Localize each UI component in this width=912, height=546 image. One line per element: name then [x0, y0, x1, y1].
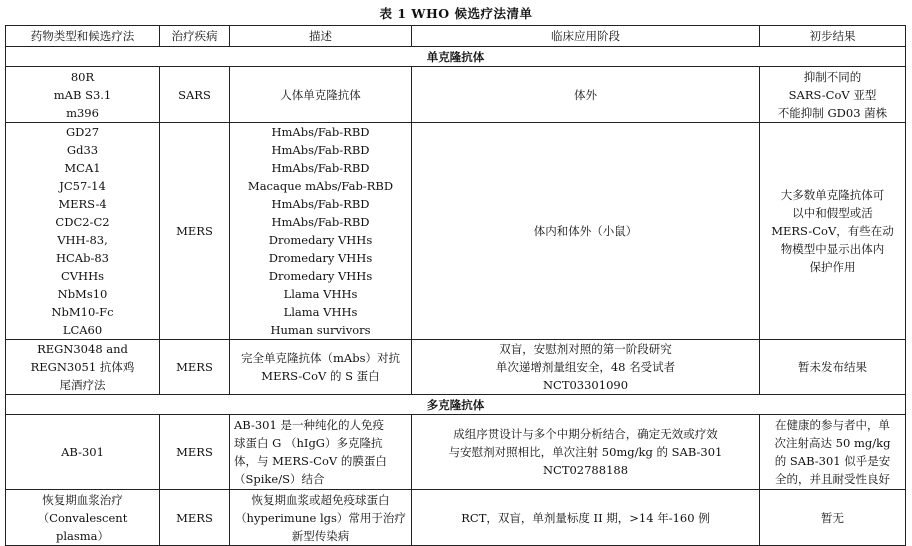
description-line: 新型传染病 — [291, 528, 350, 543]
header-description: 描述 — [230, 26, 412, 47]
stage-cell — [412, 415, 760, 490]
stage-line: 双盲，安慰剂对照的第一阶段研究 — [499, 342, 672, 356]
drug-name: 尾酒疗法 — [59, 378, 106, 392]
description-line: HmAbs/Fab-RBD — [271, 125, 370, 139]
result-line: 次注射高达 50 mg/kg — [774, 436, 891, 450]
description-line: AB-301 是一种纯化的人免疫 — [234, 418, 384, 432]
drug-name: REGN3051 抗体鸡 — [30, 360, 135, 374]
stage-cell — [412, 340, 760, 395]
description-line: MERS-CoV 的 S 蛋白 — [261, 369, 380, 383]
description-line: （Spike/S）结合 — [234, 472, 325, 486]
drug-name: m396 — [66, 105, 99, 120]
header-result: 初步结果 — [760, 26, 906, 47]
result-line: MERS-CoV，有些在动 — [771, 224, 894, 238]
disease-cell: MERS — [160, 490, 230, 546]
drug-name: 恢复期血浆治疗 — [42, 492, 123, 507]
drug-name: HCAb-83 — [55, 251, 109, 265]
table-row — [6, 67, 906, 123]
drug-name: CDC2-C2 — [55, 215, 110, 229]
drug-cell — [6, 340, 160, 395]
result-line: 大多数单克隆抗体可 — [780, 188, 885, 202]
result-line: 的 SAB-301 似乎是安 — [774, 454, 891, 468]
description-cell: 人体单克隆抗体 — [230, 67, 412, 123]
section-row — [6, 47, 906, 67]
header-row — [6, 26, 906, 47]
drug-name: 80R — [70, 69, 95, 84]
stage-cell: RCT，双盲，单剂量标度 II 期，>14 年-160 例 — [412, 490, 760, 546]
drug-name: NbMs10 — [57, 287, 108, 301]
drug-name: Gd33 — [66, 143, 99, 157]
section-polyclonal: 多克隆抗体 — [6, 395, 906, 415]
description-line: HmAbs/Fab-RBD — [271, 215, 370, 229]
stage-line: NCT02788188 — [542, 463, 629, 477]
drug-name: MCA1 — [64, 161, 101, 175]
result-line: 在健康的参与者中，单 — [775, 418, 890, 432]
drug-cell: AB-301 — [6, 415, 160, 490]
stage-line: 成组序贯设计与多个中期分析结合，确定无效或疗效 — [453, 427, 718, 441]
result-line: 不能抑制 GD03 菌株 — [777, 105, 888, 120]
drug-cell — [6, 490, 160, 546]
table-row — [6, 123, 906, 340]
description-cell — [230, 123, 412, 340]
table-row — [6, 340, 906, 395]
description-cell — [230, 340, 412, 395]
description-line: Dromedary VHHs — [268, 251, 373, 265]
description-line: 体，与 MERS-CoV 的膜蛋白 — [234, 454, 387, 468]
result-cell — [760, 67, 906, 123]
header-drug: 药物类型和候选疗法 — [6, 26, 160, 47]
result-line: 保护作用 — [809, 260, 856, 274]
disease-cell: MERS — [160, 415, 230, 490]
drug-name: JC57-14 — [59, 179, 106, 193]
table-row — [6, 490, 906, 546]
drug-name: CVHHs — [60, 269, 105, 283]
result-cell: 暂无 — [760, 490, 906, 546]
disease-cell: MERS — [160, 123, 230, 340]
stage-line: NCT03301090 — [542, 378, 629, 392]
result-cell — [760, 415, 906, 490]
description-line: HmAbs/Fab-RBD — [271, 197, 370, 211]
disease-cell: MERS — [160, 340, 230, 395]
description-line: Llama VHHs — [283, 287, 358, 301]
drug-name: mAB S3.1 — [53, 87, 112, 102]
header-stage: 临床应用阶段 — [412, 26, 760, 47]
table-caption: 表 1 WHO 候选疗法清单 — [379, 6, 533, 21]
drug-name: NbM10-Fc — [51, 305, 114, 319]
result-line: 全的，并且耐受性良好 — [775, 472, 890, 486]
stage-line: 单次递增剂量组安全，48 名受试者 — [495, 360, 676, 374]
description-line: HmAbs/Fab-RBD — [271, 161, 370, 175]
section-row — [6, 395, 906, 415]
description-line: （hyperimune lgs）常用于治疗 — [235, 510, 406, 525]
description-line: 球蛋白 G （hIgG）多克隆抗 — [234, 436, 383, 450]
description-line: Human survivors — [270, 323, 371, 337]
stage-cell: 体内和体外（小鼠） — [412, 123, 760, 340]
header-disease: 治疗疾病 — [160, 26, 230, 47]
description-line: 完全单克隆抗体（mAbs）对抗 — [241, 351, 400, 365]
result-cell: 暂未发布结果 — [760, 340, 906, 395]
candidate-therapies-table — [5, 25, 906, 546]
drug-name: VHH-83, — [57, 233, 108, 247]
drug-name: （Convalescent — [37, 510, 128, 525]
drug-name: REGN3048 and — [37, 342, 128, 356]
drug-cell — [6, 123, 160, 340]
result-line: 抑制不同的 — [803, 69, 862, 84]
drug-cell — [6, 67, 160, 123]
stage-cell: 体外 — [412, 67, 760, 123]
drug-name: plasma） — [55, 528, 110, 543]
description-line: Macaque mAbs/Fab-RBD — [247, 179, 394, 193]
stage-line: 与安慰剂对照相比，单次注射 50mg/kg 的 SAB-301 — [448, 445, 723, 459]
drug-name: LCA60 — [62, 323, 103, 337]
drug-name: MERS-4 — [58, 197, 107, 211]
result-line: SARS-CoV 亚型 — [788, 87, 877, 102]
result-cell — [760, 123, 906, 340]
section-monoclonal: 单克隆抗体 — [6, 47, 906, 67]
description-line: HmAbs/Fab-RBD — [271, 143, 370, 157]
description-line: Llama VHHs — [283, 305, 358, 319]
description-line: Dromedary VHHs — [268, 269, 373, 283]
table-row — [6, 415, 906, 490]
drug-name: GD27 — [65, 125, 100, 139]
description-line: 恢复期血浆或超免疫球蛋白 — [251, 492, 390, 507]
result-line: 以中和假型或活 — [792, 206, 873, 220]
result-line: 物模型中显示出体内 — [780, 242, 885, 256]
description-line: Dromedary VHHs — [268, 233, 373, 247]
description-cell — [230, 415, 412, 490]
disease-cell: SARS — [160, 67, 230, 123]
description-cell — [230, 490, 412, 546]
